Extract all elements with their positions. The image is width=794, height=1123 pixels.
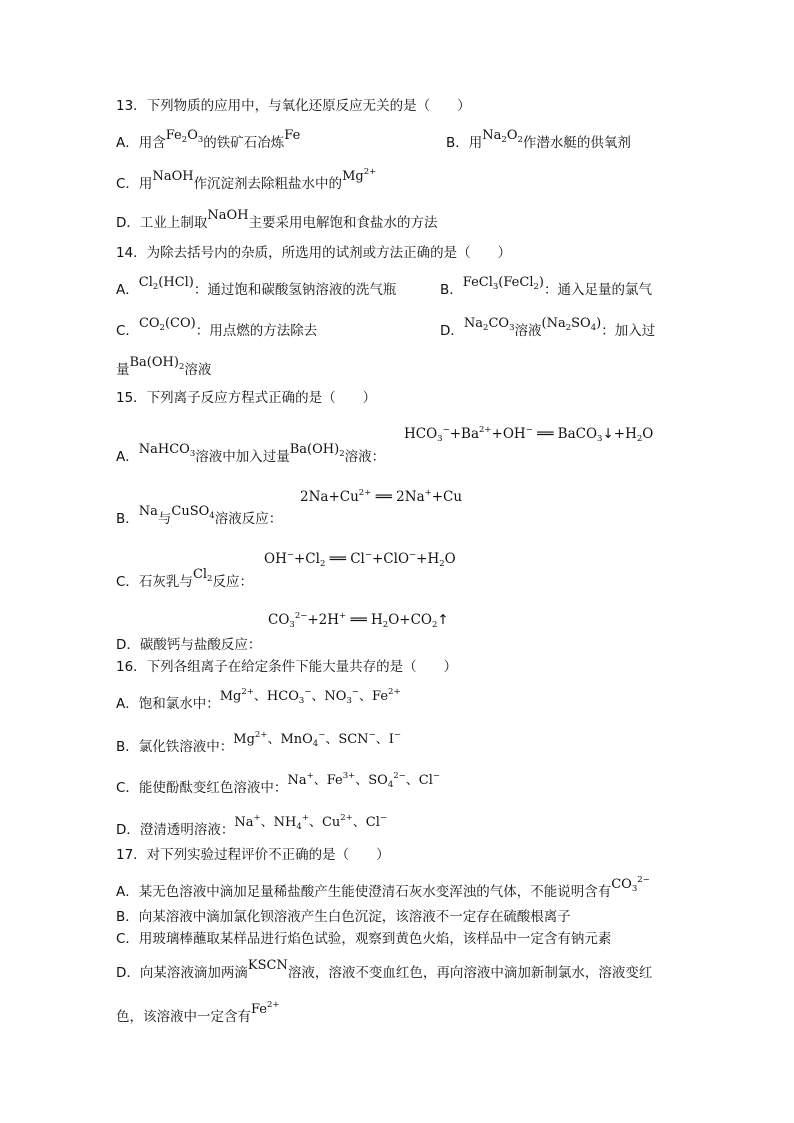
q15-d-equation: $CO_3^{2-}+2H^+$ ══ $H_2O+CO_2↑$ xyxy=(268,611,449,630)
q17-option-d-cont: 色，该溶液中一定含有$Fe^{2+}$ xyxy=(116,1000,280,1025)
q14-option-d-cont: 量$Ba(OH)_2$溶液 xyxy=(116,355,212,378)
q13-option-a: A．用含$Fe_2O_3$的铁矿石冶炼Fe xyxy=(116,128,301,151)
q14-option-a: A．$Cl_2(HCl)$：通过饱和碳酸氢钠溶液的洗气瓶 xyxy=(116,275,397,298)
q15-b-reagent: CuSO$_4$ xyxy=(171,504,215,521)
q14-option-b: B．FeCl$_3$(FeCl$_2$)：通入足量的氯气 xyxy=(440,275,652,298)
q15-a-equation: $HCO_3^-+Ba^{2+}+OH^-$ ══ $BaCO_3↓+H_2O$ xyxy=(404,425,654,444)
q15-c-equation: $OH^-+Cl_2$ ══ $Cl^-+ClO^-+H_2O$ xyxy=(264,550,456,569)
q16-d-ions: Na+、$NH_4^+$、$Cu^{2+}$、Cl− xyxy=(234,813,388,832)
q13-stem: 13．下列物质的应用中，与氧化还原反应无关的是（ ） xyxy=(116,98,471,114)
q14-c-formula: $CO_2(CO)$ xyxy=(138,316,196,333)
q17-option-d: D．向某溶液滴加两滴KSCN溶液，溶液不变血红色，再向溶液中滴加新制氯水，溶液变红 xyxy=(116,958,653,981)
q15-option-a: A．NaHCO$_3$溶液中加入过量$Ba(OH)_2$溶液： xyxy=(116,442,386,465)
q17-option-c: C．用玻璃棒蘸取某样品进行焰色试验，观察到黄色火焰，该样品中一定含有钠元素 xyxy=(116,931,612,947)
q16-option-a: A．饱和氯水中：$Mg^{2+}$、$HCO_3^-$、$NO_3^-$、$Fe^{2+}$ xyxy=(116,687,401,712)
q16-b-ions: $Mg^{2+}$、MnO$_4$−、SCN−、I− xyxy=(233,730,401,749)
q16-stem: 16．下列各组离子在给定条件下能大量共存的是（ ） xyxy=(116,659,458,675)
q17-option-a: A．某无色溶液中滴加足量稀盐酸产生能使澄清石灰水变浑浊的气体，不能说明含有$CO_3^{2-}$ xyxy=(116,875,650,900)
q16-option-c: C．能使酚酞变红色溶液中：Na+、$Fe^{3+}$、$SO_4^{2-}$、Cl− xyxy=(116,771,441,796)
q13-option-c: C．用NaOH作沉淀剂去除粗盐水中的$Mg^{2+}$ xyxy=(116,167,377,192)
q14-option-c: C．$CO_2(CO)$：用点燃的方法除去 xyxy=(116,316,318,339)
q17-option-b: B．向某溶液中滴加氯化钡溶液产生白色沉淀，该溶液不一定存在硫酸根离子 xyxy=(116,909,571,925)
q13-a-formula: $Fe_2O_3$ xyxy=(165,128,204,145)
q13-option-b: B．用$Na_2O_2$作潜水艇的供氧剂 xyxy=(446,128,631,151)
q14-option-d: D．$Na_2CO_3$溶液$(Na_2SO_4)$：加入过 xyxy=(440,316,656,339)
q16-c-ions: Na+、$Fe^{3+}$、$SO_4^{2-}$、Cl− xyxy=(287,771,441,790)
q15-b-equation: $2Na+Cu^{2+}$ ══ 2Na++Cu xyxy=(300,488,463,505)
q14-d-formula: $Na_2CO_3$ xyxy=(463,316,515,333)
q14-d-impurity: $(Na_2SO_4)$ xyxy=(541,316,602,333)
q14-b-formula: FeCl$_3$(FeCl$_2$) xyxy=(462,275,544,292)
q17-stem: 17．对下列实验过程评价不正确的是（ ） xyxy=(116,847,390,863)
q17-a-ion: $CO_3^{2-}$ xyxy=(611,875,650,894)
q15-option-b: B．Na与CuSO$_4$溶液反应： xyxy=(116,504,283,527)
q14-d-reagent: $Ba(OH)_2$ xyxy=(129,355,185,372)
q16-option-d: D．澄清透明溶液：Na+、$NH_4^+$、$Cu^{2+}$、Cl− xyxy=(116,813,388,838)
q15-c-reagent: $Cl_2$ xyxy=(192,567,213,584)
q15-a-reagent: $Ba(OH)_2$ xyxy=(289,442,345,459)
q14-a-formula: $Cl_2(HCl)$ xyxy=(138,275,194,292)
q13-b-formula: $Na_2O_2$ xyxy=(482,128,523,145)
q16-a-ions: $Mg^{2+}$、$HCO_3^-$、$NO_3^-$、$Fe^{2+}$ xyxy=(219,687,401,706)
q14-stem: 14．为除去括号内的杂质，所选用的试剂或方法正确的是（ ） xyxy=(116,245,512,261)
q15-option-d: D．碳酸钙与盐酸反应： xyxy=(116,637,262,653)
q13-option-d: D．工业上制取NaOH主要采用电解饱和食盐水的方法 xyxy=(116,208,438,231)
q15-option-c: C．石灰乳与$Cl_2$反应： xyxy=(116,567,253,590)
q16-option-b: B．氯化铁溶液中：$Mg^{2+}$、MnO$_4$−、SCN−、I− xyxy=(116,730,401,755)
q15-stem: 15．下列离子反应方程式正确的是（ ） xyxy=(116,390,377,406)
